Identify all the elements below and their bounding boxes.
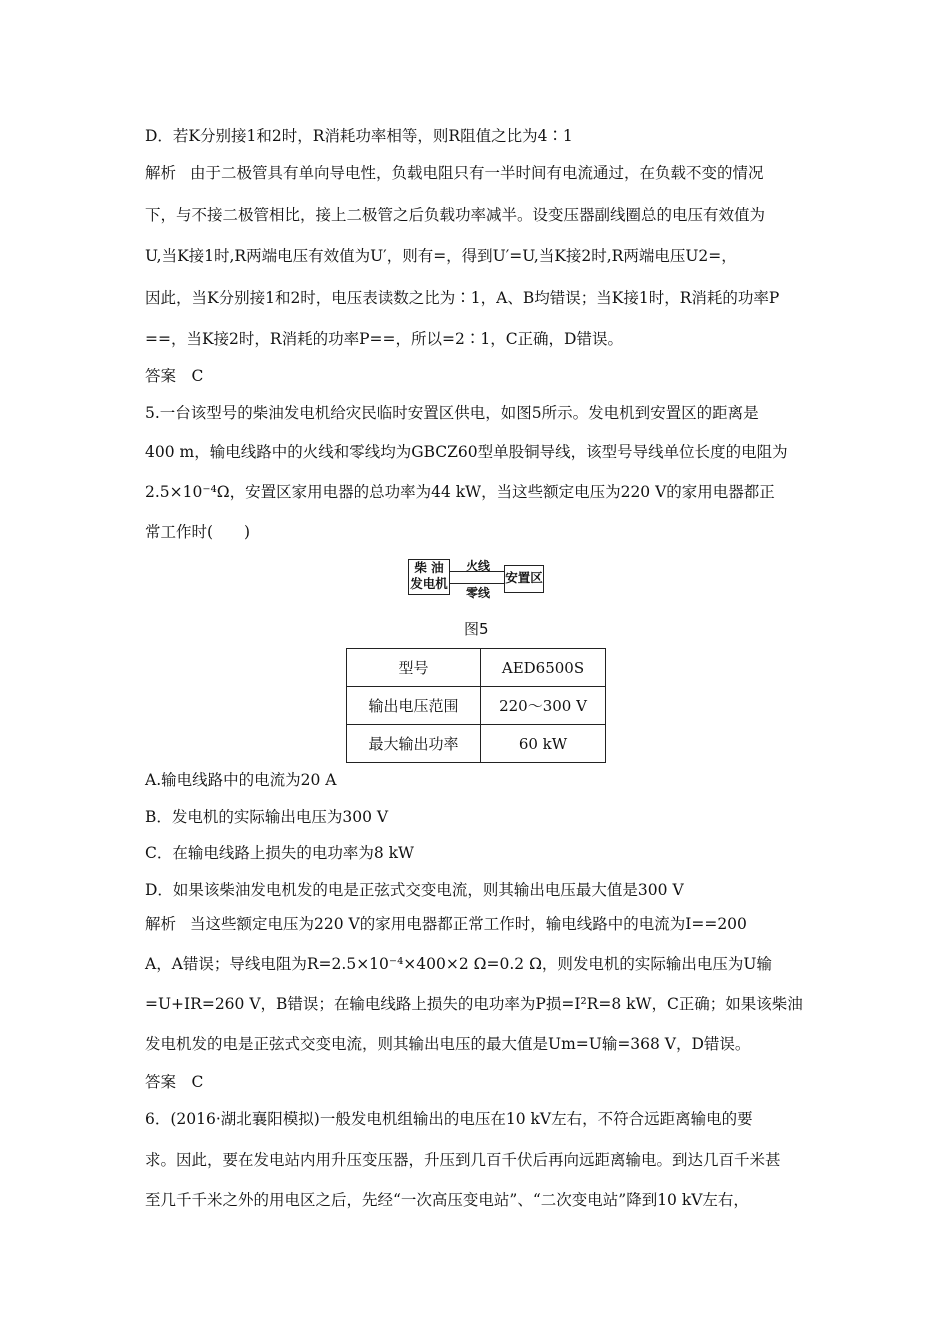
q6-stem-line-2: 求。因此，要在发电站内用升压变压器，升压到几百千伏后再向远距离输电。到达几百千米甚 xyxy=(145,1151,781,1169)
table-row xyxy=(347,725,606,763)
generator-label-1: 柴 油 xyxy=(414,560,444,575)
table-cell: 型号 xyxy=(347,649,481,687)
q4-analysis-label: 解析 xyxy=(145,164,177,182)
generator-spec-table xyxy=(346,648,606,763)
q5-analysis-line-1 xyxy=(145,914,747,934)
q4-analysis-line-3: U,当K接1时,R两端电压有效值为U′，则有=，得到U′=U,当K接2时,R两端电压U2=， xyxy=(145,247,737,265)
table-cell: 输出电压范围 xyxy=(347,687,481,725)
q4-analysis-line-4: 因此，当K分别接1和2时，电压表读数之比为∶1，A、B均错误；当K接1时，R消耗的功率P xyxy=(145,289,780,307)
q4-analysis-line-5: ==，当K接2时，R消耗的功率P==，所以=2∶1，C正确，D错误。 xyxy=(145,330,623,348)
q5-analysis-line-2: A，A错误；导线电阻为R=2.5×10⁻⁴×400×2 Ω=0.2 Ω，则发电机的实际输出电压为U输 xyxy=(145,955,772,973)
table-cell: AED6500S xyxy=(481,649,606,687)
table-cell: 220～300 V xyxy=(481,687,606,725)
q6-stem-line-3: 至几千千米之外的用电区之后，先经“一次高压变电站”、“二次变电站”降到10 kV左右， xyxy=(145,1191,749,1209)
figure-caption: 图5 xyxy=(464,620,489,638)
q4-answer: 答案 C xyxy=(145,367,204,385)
q4-analysis-text-1: 由于二极管具有单向导电性，负载电阻只有一半时间有电流通过，在负载不变的情况 xyxy=(190,164,764,182)
generator-label-2: 发电机 xyxy=(410,576,448,591)
q5-option-c: C．在输电线路上损失的电功率为8 kW xyxy=(145,844,414,862)
neutral-wire-label: 零线 xyxy=(466,586,491,600)
q5-option-b: B．发电机的实际输出电压为300 V xyxy=(145,808,389,826)
q5-option-d: D．如果该柴油发电机发的电是正弦式交变电流，则其输出电压最大值是300 V xyxy=(145,881,684,899)
q4-analysis-line-2: 下，与不接二极管相比，接上二极管之后负载功率减半。设变压器副线圈总的电压有效值为 xyxy=(145,206,766,224)
q5-analysis-line-3: =U+IR=260 V，B错误；在输电线路上损失的电功率为P损=I²R=8 kW，C正确；如果该柴油 xyxy=(145,995,803,1013)
live-wire-label: 火线 xyxy=(466,559,491,573)
q4-analysis-line-1 xyxy=(145,163,764,183)
q5-answer: 答案 C xyxy=(145,1073,204,1091)
q5-option-a: A.输电线路中的电流为20 A xyxy=(145,771,337,789)
generator-box xyxy=(408,559,450,595)
q5-analysis-text-1: 当这些额定电压为220 V的家用电器都正常工作时，输电线路中的电流为I==200 xyxy=(190,915,747,933)
settlement-area-box xyxy=(504,565,544,593)
q5-stem-line-1: 5.一台该型号的柴油发电机给灾民临时安置区供电，如图5所示。发电机到安置区的距离是 xyxy=(145,404,759,422)
q5-stem-line-2: 400 m，输电线路中的火线和零线均为GBCZ60型单股铜导线，该型号导线单位长度的电阻为 xyxy=(145,443,788,461)
settlement-area-label: 安置区 xyxy=(505,570,543,585)
table-cell: 60 kW xyxy=(481,725,606,763)
q4-option-d: D．若K分别接1和2时，R消耗功率相等，则R阻值之比为4∶1 xyxy=(145,127,573,145)
q5-analysis-line-4: 发电机发的电是正弦式交变电流，则其输出电压的最大值是Um=U输=368 V，D错误。 xyxy=(145,1035,751,1053)
circuit-diagram xyxy=(408,557,548,600)
table-row xyxy=(347,687,606,725)
table-row xyxy=(347,649,606,687)
q5-analysis-label: 解析 xyxy=(145,915,177,933)
q6-stem-line-1: 6．(2016·湖北襄阳模拟)一般发电机组输出的电压在10 kV左右，不符合远距离输电的要 xyxy=(145,1110,753,1128)
q5-stem-line-3: 2.5×10⁻⁴Ω，安置区家用电器的总功率为44 kW，当这些额定电压为220 V的家用电器都正 xyxy=(145,483,775,501)
q5-stem-line-4: 常工作时( ) xyxy=(145,523,251,541)
table-cell: 最大输出功率 xyxy=(347,725,481,763)
